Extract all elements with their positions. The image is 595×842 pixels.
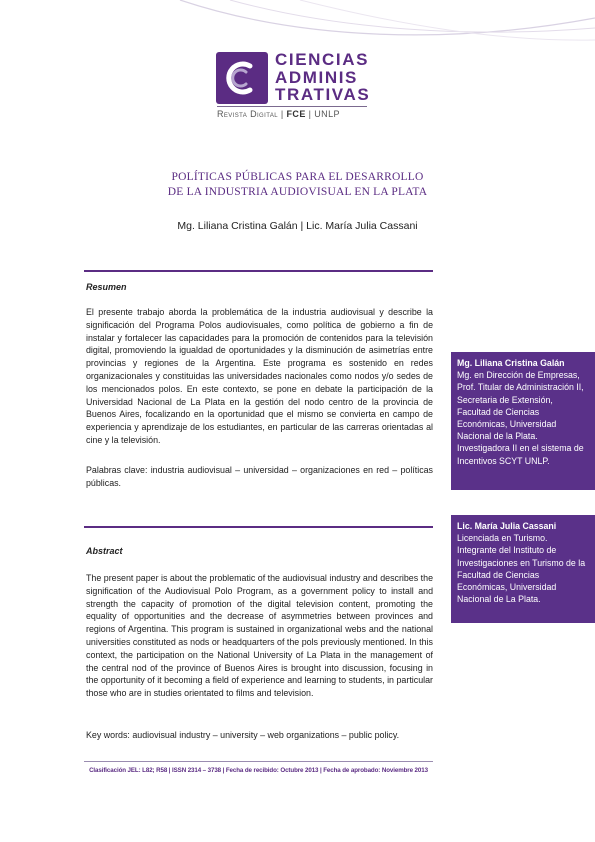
logo-subtitle-journal: Revista Digital	[217, 109, 278, 119]
author-bio-box-2	[451, 515, 595, 623]
journal-logo-icon	[216, 52, 268, 104]
logo-wordmark-line-1: CIENCIAS	[275, 50, 370, 69]
author-1-bio: Mg. en Dirección de Empresas, Prof. Titular de Administración II, Secretaria de Extensión, Facultad de Ciencias Económicas, Universidad Nacional de la Plata. Investigadora II en el sistema de Incentivos SCYT UNLP.	[457, 370, 584, 466]
resumen-heading: Resumen	[86, 282, 127, 292]
abstract-heading: Abstract	[86, 546, 123, 556]
logo-subtitle-separator: |	[308, 109, 315, 119]
footer-divider	[84, 761, 433, 762]
abstract-body: The present paper is about the problematic of the audiovisual industry and describes the signification of the Audiovisual Polo Program, as a government policy to install and strength the capacity of promotion of the digital television content, promoting the equality of opportunities and the decrease of asymmetries between provinces and regions of Argentina. This program is sustained in organizational webs and the national universities constituted as nods or headquarters of the pols previously mentioned. In this context, the participation on the National University of La Plata in the management of the central nod of the province of Buenos Aires is brought into discussion, focusing in the opportunity of it becoming a field of experience and learning to students, in particular those who are in studies orientated to films and television.	[86, 573, 433, 699]
logo-subtitle-separator: |	[280, 109, 287, 119]
footer-metadata: Clasificación JEL: L82; R58 | ISSN 2314 – 3738 | Fecha de recibido: Octubre 2013 | Fecha de aprobado: Noviembre 2013	[89, 767, 428, 774]
logo-subtitle-unlp: UNLP	[314, 109, 340, 119]
paper-title-line-2: DE LA INDUSTRIA AUDIOVISUAL EN LA PLATA	[167, 186, 428, 198]
resumen-body: El presente trabajo aborda la problemática de la industria audiovisual y describe la significación del Programa Polos audiovisuales, como política de gobierno a fin de instalar y fortalecer las capacidades para la promoción de contenidos para la televisión digital, promoviendo la igualdad de oportunidades y la disminución de asimetrías entre provincias y regiones de la Argentina. Este programa es sostenido en redes organizacionales y constituidas las universidades nacionales como nodos y/o sedes de los mencionados polos. En este contexto, se pone en debate la participación de la Universidad Nacional de La Plata en la gestión del nodo centro de la provincia de Buenos Aires, focalizando en la oportunidad que el mismo se convierta en campo de experiencia y aprendizaje de los estudiantes, en particular de las carreras orientadas al cine y la televisión.	[86, 307, 433, 445]
logo-wordmark-line-2: ADMINIS	[275, 68, 358, 87]
author-bio-box-1	[451, 352, 595, 490]
authors-line: Mg. Liliana Cristina Galán | Lic. María Julia Cassani	[177, 220, 418, 232]
logo-wordmark-line-3: TRATIVAS	[275, 85, 371, 104]
abstract-keywords: Key words: audiovisual industry – university – web organizations – public policy.	[86, 730, 400, 740]
section-divider-resumen	[84, 270, 433, 272]
logo-subtitle-fce: FCE	[286, 109, 306, 119]
section-divider-abstract	[84, 526, 433, 528]
author-1-name: Mg. Liliana Cristina Galán	[457, 358, 565, 368]
resumen-keywords: Palabras clave: industria audiovisual – universidad – organizaciones en red – políticas públicas.	[86, 465, 433, 488]
author-2-name: Lic. María Julia Cassani	[457, 521, 557, 531]
logo-divider	[217, 106, 367, 107]
logo-subtitle	[217, 109, 377, 119]
author-2-bio: Licenciada en Turismo. Integrante del Instituto de Investigaciones en Turismo de la Facultad de Ciencias Económicas, Universidad Nacional de La Plata.	[457, 533, 586, 605]
paper-title-line-1: POLÍTICAS PÚBLICAS PARA EL DESARROLLO	[171, 171, 424, 183]
